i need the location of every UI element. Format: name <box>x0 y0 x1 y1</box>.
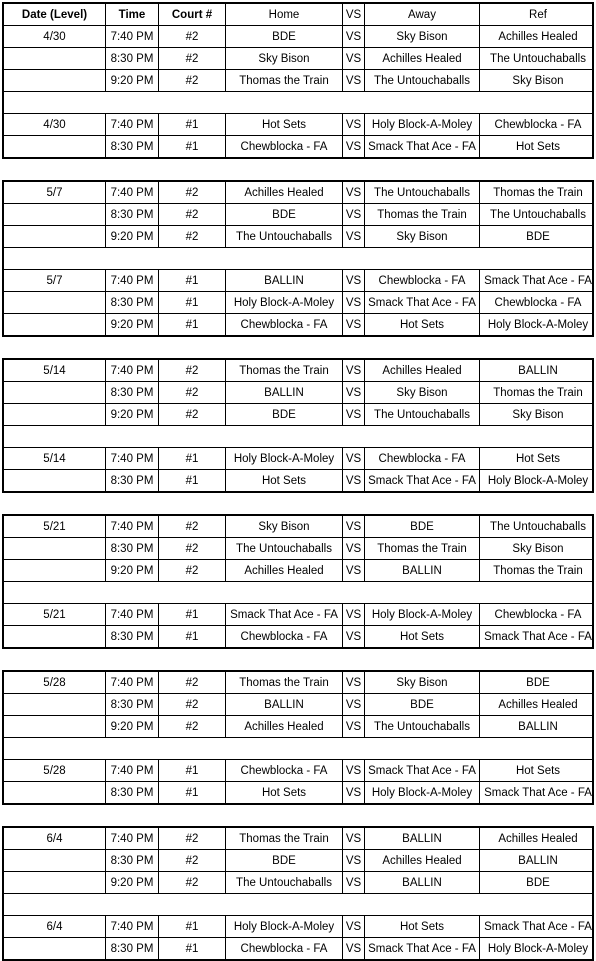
home-cell: Achilles Healed <box>225 716 342 737</box>
date-cell <box>4 226 105 247</box>
home-cell: Holy Block-A-Moley <box>225 916 342 937</box>
time-cell: 7:40 PM <box>105 828 158 849</box>
vs-cell: VS <box>342 292 364 313</box>
table-row <box>2 670 594 694</box>
away-cell: Sky Bison <box>364 26 479 47</box>
court-cell: #1 <box>158 136 225 157</box>
table-row <box>2 759 594 782</box>
court-cell: #2 <box>158 850 225 871</box>
home-cell: BDE <box>225 204 342 225</box>
home-cell: Hot Sets <box>225 114 342 135</box>
away-cell: Hot Sets <box>364 314 479 335</box>
date-cell: 5/28 <box>43 764 66 777</box>
ref-cell: Achilles Healed <box>479 694 596 715</box>
away-cell: Smack That Ace - FA <box>364 136 479 157</box>
table-row <box>2 938 594 961</box>
table-row <box>2 404 594 426</box>
time-cell: 7:40 PM <box>105 182 158 203</box>
time-cell: 9:20 PM <box>105 70 158 91</box>
table-row <box>2 470 594 493</box>
ref-cell: Hot Sets <box>479 448 596 469</box>
vs-cell: VS <box>342 114 364 135</box>
time-cell: 9:20 PM <box>105 716 158 737</box>
spacer-row <box>2 582 594 603</box>
vs-cell: VS <box>342 760 364 781</box>
vs-cell: VS <box>342 694 364 715</box>
home-cell: Chewblocka - FA <box>225 136 342 157</box>
table-row <box>2 514 594 538</box>
ref-cell: BALLIN <box>479 716 596 737</box>
header-home: Home <box>225 4 342 25</box>
away-cell: BDE <box>364 694 479 715</box>
header-court: Court # <box>158 4 225 25</box>
court-cell: #2 <box>158 70 225 91</box>
ref-cell: Achilles Healed <box>479 828 596 849</box>
time-cell: 8:30 PM <box>105 850 158 871</box>
away-cell: The Untouchaballs <box>364 716 479 737</box>
vs-cell: VS <box>342 916 364 937</box>
court-cell: #1 <box>158 916 225 937</box>
away-cell: Thomas the Train <box>364 538 479 559</box>
spacer-row <box>2 92 594 113</box>
ref-cell: Thomas the Train <box>479 560 596 581</box>
away-cell: Hot Sets <box>364 626 479 647</box>
spacer-row <box>2 649 594 670</box>
court-cell: #2 <box>158 716 225 737</box>
spacer-row <box>2 159 594 180</box>
vs-cell: VS <box>342 470 364 491</box>
date-cell: 6/4 <box>46 832 63 845</box>
schedule-body <box>2 26 594 961</box>
vs-cell: VS <box>342 938 364 959</box>
home-cell: Thomas the Train <box>225 360 342 381</box>
time-cell: 8:30 PM <box>105 382 158 403</box>
table-row <box>2 560 594 582</box>
home-cell: The Untouchaballs <box>225 538 342 559</box>
ref-cell: Smack That Ace - FA <box>479 916 596 937</box>
date-cell: 5/21 <box>43 608 66 621</box>
table-row <box>2 694 594 716</box>
vs-cell: VS <box>342 204 364 225</box>
court-cell: #1 <box>158 938 225 959</box>
table-row <box>2 48 594 70</box>
time-cell: 8:30 PM <box>105 626 158 647</box>
away-cell: Sky Bison <box>364 672 479 693</box>
table-row <box>2 358 594 382</box>
home-cell: BALLIN <box>225 694 342 715</box>
date-cell: 5/28 <box>43 676 66 689</box>
table-row <box>2 538 594 560</box>
away-cell: Chewblocka - FA <box>364 448 479 469</box>
table-row <box>2 70 594 92</box>
time-cell: 9:20 PM <box>105 560 158 581</box>
time-cell: 8:30 PM <box>105 694 158 715</box>
date-cell <box>4 938 105 959</box>
ref-cell: Holy Block-A-Moley <box>479 938 596 959</box>
away-cell: Achilles Healed <box>364 360 479 381</box>
home-cell: Hot Sets <box>225 782 342 803</box>
away-cell: Chewblocka - FA <box>364 270 479 291</box>
date-cell <box>4 314 105 335</box>
away-cell: Smack That Ace - FA <box>364 760 479 781</box>
table-row <box>2 314 594 337</box>
ref-cell: BALLIN <box>479 850 596 871</box>
time-cell: 9:20 PM <box>105 314 158 335</box>
vs-cell: VS <box>342 672 364 693</box>
date-cell <box>4 850 105 871</box>
time-cell: 8:30 PM <box>105 470 158 491</box>
date-cell <box>4 716 105 737</box>
vs-cell: VS <box>342 226 364 247</box>
time-cell: 9:20 PM <box>105 226 158 247</box>
time-cell: 7:40 PM <box>105 604 158 625</box>
ref-cell: BDE <box>479 672 596 693</box>
vs-cell: VS <box>342 70 364 91</box>
vs-cell: VS <box>342 626 364 647</box>
away-cell: BDE <box>364 516 479 537</box>
date-cell: 5/14 <box>43 364 66 377</box>
spacer-row <box>2 894 594 915</box>
away-cell: Sky Bison <box>364 382 479 403</box>
home-cell: BDE <box>225 850 342 871</box>
vs-cell: VS <box>342 136 364 157</box>
court-cell: #2 <box>158 538 225 559</box>
time-cell: 7:40 PM <box>105 916 158 937</box>
time-cell: 8:30 PM <box>105 136 158 157</box>
date-cell <box>4 382 105 403</box>
home-cell: Thomas the Train <box>225 672 342 693</box>
spacer-row <box>2 805 594 826</box>
court-cell: #2 <box>158 828 225 849</box>
date-cell <box>4 292 105 313</box>
ref-cell: Holy Block-A-Moley <box>479 470 596 491</box>
home-cell: Holy Block-A-Moley <box>225 292 342 313</box>
home-cell: Thomas the Train <box>225 828 342 849</box>
home-cell: BALLIN <box>225 270 342 291</box>
table-row <box>2 826 594 850</box>
court-cell: #2 <box>158 560 225 581</box>
vs-cell: VS <box>342 716 364 737</box>
date-cell: 6/4 <box>46 920 63 933</box>
away-cell: BALLIN <box>364 560 479 581</box>
time-cell: 7:40 PM <box>105 270 158 291</box>
home-cell: Holy Block-A-Moley <box>225 448 342 469</box>
date-cell <box>4 136 105 157</box>
court-cell: #1 <box>158 626 225 647</box>
schedule-sheet <box>2 2 594 961</box>
away-cell: Smack That Ace - FA <box>364 470 479 491</box>
away-cell: The Untouchaballs <box>364 70 479 91</box>
vs-cell: VS <box>342 404 364 425</box>
ref-cell: BDE <box>479 226 596 247</box>
court-cell: #2 <box>158 226 225 247</box>
date-cell <box>4 470 105 491</box>
away-cell: Holy Block-A-Moley <box>364 782 479 803</box>
table-row <box>2 447 594 470</box>
court-cell: #1 <box>158 292 225 313</box>
vs-cell: VS <box>342 872 364 893</box>
home-cell: Sky Bison <box>225 516 342 537</box>
vs-cell: VS <box>342 382 364 403</box>
table-row <box>2 603 594 626</box>
home-cell: Smack That Ace - FA <box>225 604 342 625</box>
time-cell: 8:30 PM <box>105 538 158 559</box>
vs-cell: VS <box>342 850 364 871</box>
vs-cell: VS <box>342 516 364 537</box>
table-row <box>2 626 594 649</box>
vs-cell: VS <box>342 604 364 625</box>
court-cell: #2 <box>158 182 225 203</box>
date-cell: 5/7 <box>46 274 63 287</box>
date-cell <box>4 626 105 647</box>
court-cell: #2 <box>158 26 225 47</box>
ref-cell: Smack That Ace - FA <box>479 782 596 803</box>
vs-cell: VS <box>342 270 364 291</box>
table-row <box>2 292 594 314</box>
table-row <box>2 915 594 938</box>
away-cell: BALLIN <box>364 872 479 893</box>
home-cell: The Untouchaballs <box>225 872 342 893</box>
court-cell: #2 <box>158 360 225 381</box>
date-cell <box>4 560 105 581</box>
away-cell: Thomas the Train <box>364 204 479 225</box>
time-cell: 9:20 PM <box>105 872 158 893</box>
ref-cell: Chewblocka - FA <box>479 114 596 135</box>
time-cell: 7:40 PM <box>105 672 158 693</box>
table-row <box>2 269 594 292</box>
away-cell: Holy Block-A-Moley <box>364 114 479 135</box>
away-cell: BALLIN <box>364 828 479 849</box>
home-cell: Achilles Healed <box>225 182 342 203</box>
spacer-row <box>2 426 594 447</box>
time-cell: 7:40 PM <box>105 448 158 469</box>
home-cell: Sky Bison <box>225 48 342 69</box>
time-cell: 9:20 PM <box>105 404 158 425</box>
date-cell <box>4 204 105 225</box>
time-cell: 8:30 PM <box>105 292 158 313</box>
court-cell: #2 <box>158 872 225 893</box>
ref-cell: The Untouchaballs <box>479 204 596 225</box>
date-cell: 5/21 <box>43 520 66 533</box>
header-away: Away <box>364 4 479 25</box>
ref-cell: Hot Sets <box>479 136 596 157</box>
ref-cell: Thomas the Train <box>479 382 596 403</box>
table-row <box>2 782 594 805</box>
court-cell: #2 <box>158 694 225 715</box>
away-cell: Holy Block-A-Moley <box>364 604 479 625</box>
vs-cell: VS <box>342 538 364 559</box>
court-cell: #2 <box>158 382 225 403</box>
home-cell: BDE <box>225 404 342 425</box>
away-cell: Sky Bison <box>364 226 479 247</box>
header-ref: Ref <box>479 4 596 25</box>
header-date: Date (Level) <box>21 8 88 21</box>
ref-cell: Hot Sets <box>479 760 596 781</box>
vs-cell: VS <box>342 26 364 47</box>
table-row <box>2 204 594 226</box>
court-cell: #1 <box>158 448 225 469</box>
time-cell: 7:40 PM <box>105 114 158 135</box>
time-cell: 7:40 PM <box>105 26 158 47</box>
date-cell <box>4 70 105 91</box>
time-cell: 8:30 PM <box>105 938 158 959</box>
court-cell: #2 <box>158 404 225 425</box>
vs-cell: VS <box>342 828 364 849</box>
vs-cell: VS <box>342 560 364 581</box>
spacer-row <box>2 738 594 759</box>
away-cell: The Untouchaballs <box>364 404 479 425</box>
ref-cell: Sky Bison <box>479 404 596 425</box>
home-cell: Chewblocka - FA <box>225 938 342 959</box>
court-cell: #1 <box>158 470 225 491</box>
time-cell: 7:40 PM <box>105 360 158 381</box>
home-cell: Chewblocka - FA <box>225 760 342 781</box>
away-cell: Achilles Healed <box>364 850 479 871</box>
away-cell: Hot Sets <box>364 916 479 937</box>
date-cell <box>4 872 105 893</box>
ref-cell: Achilles Healed <box>479 26 596 47</box>
away-cell: Smack That Ace - FA <box>364 292 479 313</box>
date-cell <box>4 538 105 559</box>
time-cell: 8:30 PM <box>105 48 158 69</box>
court-cell: #1 <box>158 270 225 291</box>
ref-cell: Holy Block-A-Moley <box>479 314 596 335</box>
ref-cell: The Untouchaballs <box>479 516 596 537</box>
ref-cell: Sky Bison <box>479 538 596 559</box>
court-cell: #2 <box>158 204 225 225</box>
spacer-row <box>2 248 594 269</box>
table-row <box>2 180 594 204</box>
table-row <box>2 136 594 159</box>
spacer-row <box>2 337 594 358</box>
away-cell: Achilles Healed <box>364 48 479 69</box>
ref-cell: The Untouchaballs <box>479 48 596 69</box>
ref-cell: Smack That Ace - FA <box>479 270 596 291</box>
time-cell: 7:40 PM <box>105 760 158 781</box>
date-cell: 5/7 <box>46 186 63 199</box>
ref-cell: Chewblocka - FA <box>479 292 596 313</box>
home-cell: BALLIN <box>225 382 342 403</box>
home-cell: BDE <box>225 26 342 47</box>
vs-cell: VS <box>342 448 364 469</box>
table-row <box>2 382 594 404</box>
ref-cell: Thomas the Train <box>479 182 596 203</box>
spacer-row <box>2 493 594 514</box>
ref-cell: Smack That Ace - FA <box>479 626 596 647</box>
table-row <box>2 226 594 248</box>
court-cell: #2 <box>158 516 225 537</box>
date-cell <box>4 782 105 803</box>
court-cell: #2 <box>158 48 225 69</box>
away-cell: The Untouchaballs <box>364 182 479 203</box>
header-row <box>2 2 594 26</box>
court-cell: #1 <box>158 114 225 135</box>
court-cell: #1 <box>158 604 225 625</box>
date-cell <box>4 404 105 425</box>
date-cell: 4/30 <box>43 118 66 131</box>
home-cell: Chewblocka - FA <box>225 626 342 647</box>
court-cell: #1 <box>158 760 225 781</box>
court-cell: #1 <box>158 782 225 803</box>
home-cell: Chewblocka - FA <box>225 314 342 335</box>
time-cell: 8:30 PM <box>105 204 158 225</box>
date-cell <box>4 48 105 69</box>
header-vs: VS <box>342 4 364 25</box>
ref-cell: BDE <box>479 872 596 893</box>
court-cell: #2 <box>158 672 225 693</box>
home-cell: The Untouchaballs <box>225 226 342 247</box>
away-cell: Smack That Ace - FA <box>364 938 479 959</box>
date-cell: 5/14 <box>43 452 66 465</box>
time-cell: 7:40 PM <box>105 516 158 537</box>
ref-cell: Sky Bison <box>479 70 596 91</box>
table-row <box>2 850 594 872</box>
table-row <box>2 872 594 894</box>
vs-cell: VS <box>342 782 364 803</box>
vs-cell: VS <box>342 182 364 203</box>
table-row <box>2 716 594 738</box>
vs-cell: VS <box>342 360 364 381</box>
vs-cell: VS <box>342 48 364 69</box>
home-cell: Hot Sets <box>225 470 342 491</box>
home-cell: Thomas the Train <box>225 70 342 91</box>
ref-cell: BALLIN <box>479 360 596 381</box>
time-cell: 8:30 PM <box>105 782 158 803</box>
date-cell <box>4 694 105 715</box>
court-cell: #1 <box>158 314 225 335</box>
table-row <box>2 113 594 136</box>
home-cell: Achilles Healed <box>225 560 342 581</box>
table-row <box>2 26 594 48</box>
header-time: Time <box>105 4 158 25</box>
ref-cell: Chewblocka - FA <box>479 604 596 625</box>
date-cell: 4/30 <box>43 30 66 43</box>
vs-cell: VS <box>342 314 364 335</box>
